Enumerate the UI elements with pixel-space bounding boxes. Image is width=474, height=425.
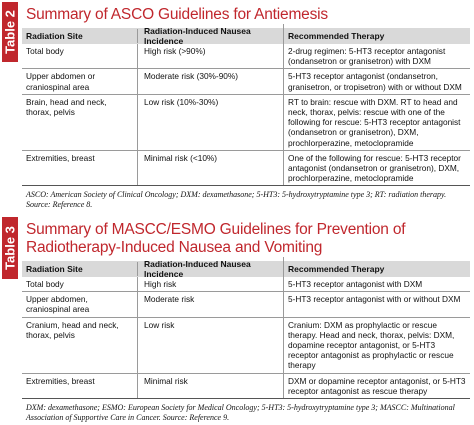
table-3-footnote: DXM: dexamethasone; ESMO: European Society for Medical Oncology; 5-HT3: 5-hydroxytryptamine type 3; MASCC: Multinational Association of Supportive Care in Cancer. Source: Reference 9. [26, 403, 455, 423]
cell-incidence: Moderate risk (30%-90%) [138, 69, 284, 93]
cell-incidence: Minimal risk [138, 374, 284, 398]
cell-therapy: 5-HT3 receptor antagonist with DXM [288, 279, 423, 289]
cell-site: Total body [22, 44, 138, 68]
cell-site: Upper abdomen, craniospinal area [22, 292, 138, 316]
table-2-side-tab [2, 2, 18, 62]
cell-therapy: DXM or dopamine receptor antagonist, or 5-HT3 receptor antagonist as rescue therapy [288, 375, 466, 396]
table-row [22, 69, 470, 94]
header-nausea-incidence: Radiation-Induced Nausea Incidence [138, 257, 284, 281]
table-3-header-row [22, 261, 470, 277]
cell-incidence: Low risk (10%-30%) [138, 95, 284, 150]
cell-incidence: Low risk [138, 318, 284, 373]
table-3-side-label: Table 3 [2, 226, 18, 270]
cell-therapy: 5-HT3 receptor antagonist (ondansetron, granisetron, or tropisetron) with or without DXM [288, 71, 462, 92]
table-3-title: Summary of MASCC/ESMO Guidelines for Prevention of Radiotherapy-Induced Nausea and Vomiting [26, 221, 406, 256]
header-radiation-site: Radiation Site [22, 29, 138, 43]
cell-site: Cranium, head and neck, thorax, pelvis [22, 318, 138, 373]
cell-therapy: 5-HT3 receptor antagonist with or without DXM [288, 294, 461, 305]
cell-incidence: High risk (>90%) [138, 44, 284, 68]
table-row [22, 95, 470, 151]
header-recommended-therapy: Recommended Therapy [288, 264, 385, 274]
table-row [22, 151, 470, 187]
cell-therapy: One of the following for rescue: 5-HT3 receptor antagonist (ondansetron or granisetron), DXM, prochlorperazine, metoclopramide [288, 152, 461, 184]
table-3-body [22, 277, 470, 399]
cell-therapy: 2-drug regimen: 5-HT3 receptor antagonist (ondansetron or granisetron) with DXM [288, 46, 446, 67]
table-2-footnote: ASCO: American Society of Clinical Oncology; DXM: dexamethasone; 5-HT3: 5-hydroxytryptamine type 3; RT: radiation therapy. Source: Reference 8. [26, 190, 447, 210]
cell-therapy: Cranium: DXM as prophylactic or rescue therapy. Head and neck, thorax, pelvis: DXM, dopamine receptor antagonist, or 5-HT3 receptor antagonist as prophylactic or rescue therapy [288, 319, 455, 371]
cell-site: Brain, head and neck, thorax, pelvis [22, 95, 138, 150]
cell-site: Upper abdomen or craniospinal area [22, 69, 138, 93]
table-2-header-row [22, 28, 470, 44]
table-2-body [22, 44, 470, 186]
table-row [22, 318, 470, 374]
table-2-side-label: Table 2 [2, 10, 18, 54]
table-row [22, 292, 470, 317]
cell-incidence: Minimal risk (<10%) [138, 151, 284, 186]
cell-therapy: RT to brain: rescue with DXM. RT to head and neck, thorax, pelvis: rescue with one of the following for rescue: 5-HT3 receptor antagonist (ondansetron or granisetron), DXM, prochlorperazine, metoclopramide [288, 96, 461, 148]
cell-site: Total body [22, 277, 138, 291]
table-row [22, 374, 470, 399]
table-row [22, 277, 470, 292]
cell-site: Extremities, breast [22, 151, 138, 186]
table-3-side-tab [2, 217, 18, 279]
table-3 [0, 215, 474, 425]
cell-site: Extremities, breast [22, 374, 138, 398]
table-2-title: Summary of ASCO Guidelines for Antiemesis [26, 6, 328, 23]
header-recommended-therapy: Recommended Therapy [288, 31, 385, 41]
header-nausea-incidence: Radiation-Induced Nausea Incidence [138, 24, 284, 48]
cell-incidence: High risk [138, 277, 284, 291]
table-row [22, 44, 470, 69]
table-2 [0, 0, 474, 212]
header-radiation-site: Radiation Site [22, 262, 138, 276]
cell-incidence: Moderate risk [138, 292, 284, 316]
